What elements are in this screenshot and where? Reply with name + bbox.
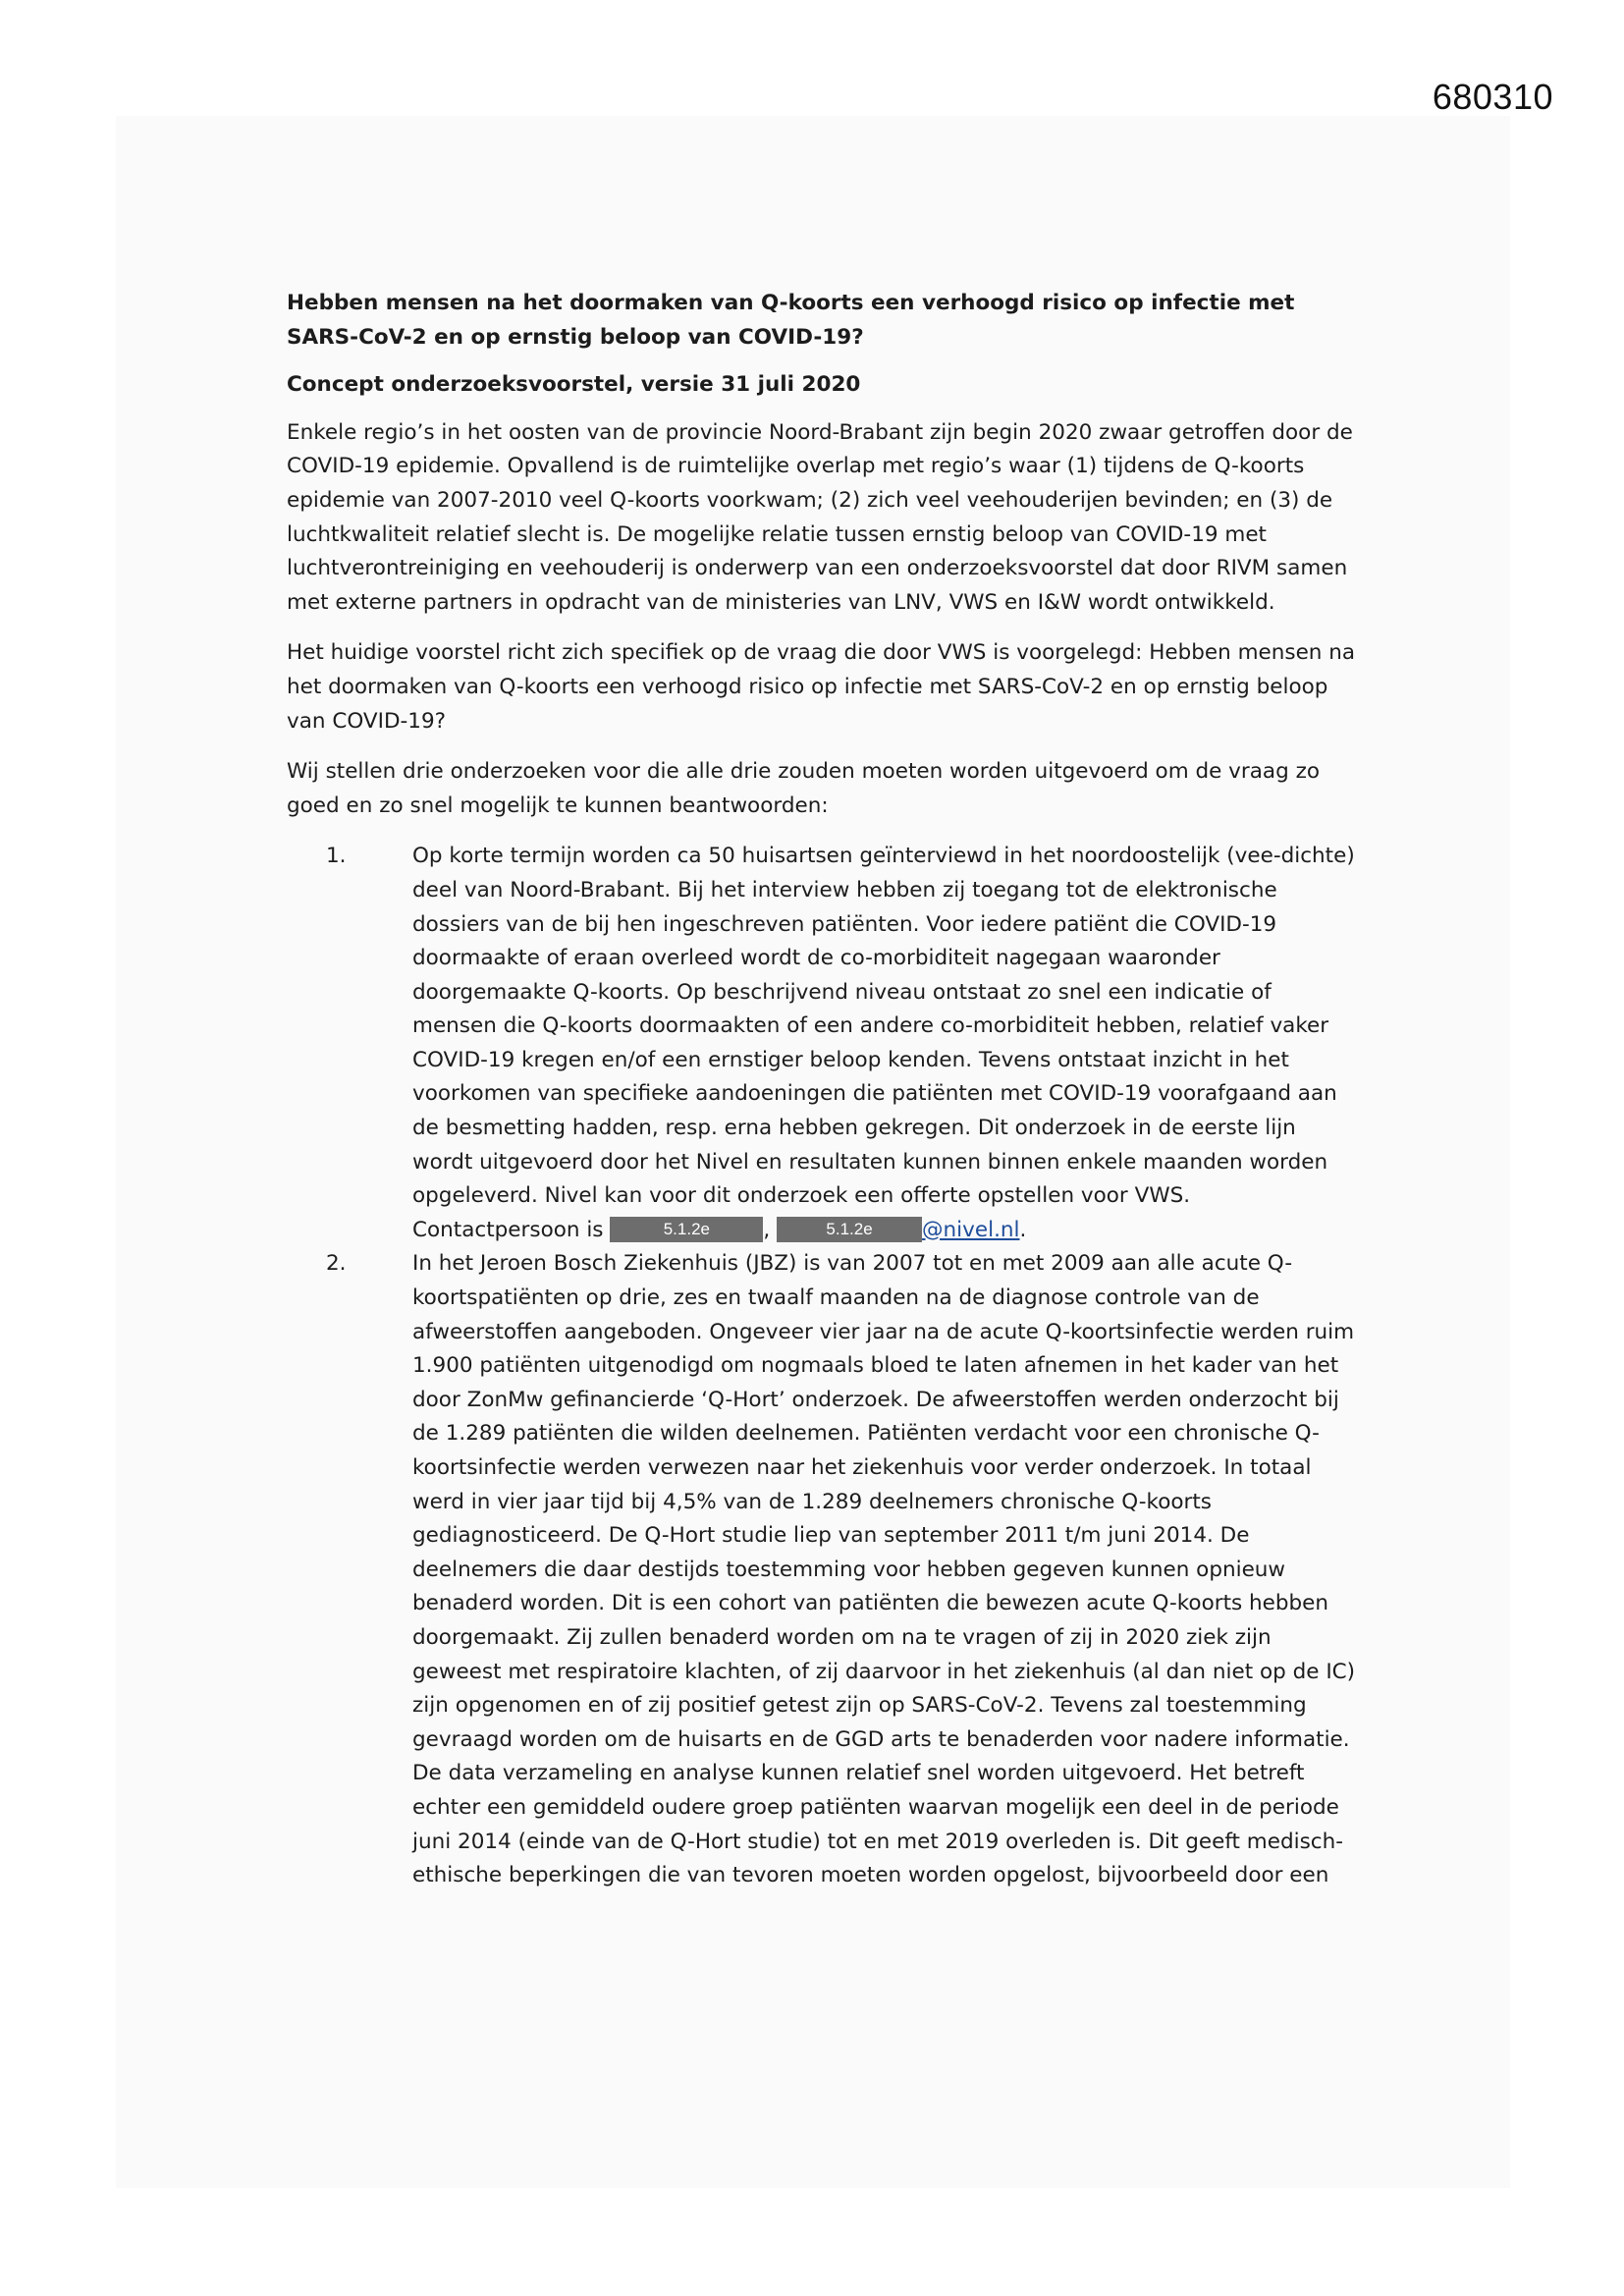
document-body [287,287,1357,1893]
contact-separator: , [763,1217,771,1242]
document-title: Hebben mensen na het doormaken van Q-koorts een verhoogd risico op infectie met SARS-CoV-2 en op ernstig beloop van COVID-19? [287,291,1295,350]
list-item [287,1247,1357,1892]
paragraph-question: Het huidige voorstel richt zich specifiek op de vraag die door VWS is voorgelegd: Hebben mensen na het doormaken van Q-koorts een verhoogd risico op infectie met SARS-CoV-2 en op ernstig beloop van COVID-19? [287,640,1356,734]
list-item [287,840,1357,1247]
list-item-body [412,840,1357,1247]
list-number: 2. [326,1251,347,1277]
list-item-text: In het Jeroen Bosch Ziekenhuis (JBZ) is van 2007 tot en met 2009 aan alle acute Q-koortspatiënten op drie, zes en twaalf maanden na de diagnose controle van de afweerstoffen aangeboden. Ongeveer vier jaar na de acute Q-koortsinfectie werden ruim 1.900 patiënten uitgenodigd om nogmaals bloed te laten afnemen in het kader van het door ZonMw gefinancierde ‘Q-Hort’ onderzoek. De afweerstoffen werden onderzocht bij de 1.289 patiënten die wilden deelnemen. Patiënten verdacht voor een chronische Q-koortsinfectie werden verwezen naar het ziekenhuis voor verder onderzoek. In totaal werd in vier jaar tijd bij 4,5% van de 1.289 deelnemers chronische Q-koorts gediagnosticeerd. De Q-Hort studie liep van september 2011 t/m juni 2014. De deelnemers die daar destijds toestemming voor hebben gegeven kunnen opnieuw benaderd worden. Dit is een cohort van patiënten die bewezen acute Q-koorts hebben doorgemaakt. Zij zullen benaderd worden om na te vragen of zij in 2020 ziek zijn geweest met respiratoire klachten, of zij daarvoor in het ziekenhuis (al dan niet op de IC) zijn opgenomen en of zij positief getest zijn op SARS-CoV-2. Tevens zal toestemming gevraagd worden om de huisarts en de GGD arts te benaderden voor nadere informatie. De data verzameling en analyse kunnen relatief snel worden uitgevoerd. Het betreft echter een gemiddeld oudere groep patiënten waarvan mogelijk een deel in de periode juni 2014 (einde van de Q-Hort studie) tot en met 2019 overleden is. Dit geeft medisch-ethische beperkingen die van tevoren moeten worden opgelost, bijvoorbeeld door een [412,1251,1356,1888]
document-subtitle: Concept onderzoeksvoorstel, versie 31 juli 2020 [287,372,861,398]
redaction-box: 5.1.2e [777,1217,922,1242]
list-item-text: Op korte termijn worden ca 50 huisartsen geïnterviewd in het noordoostelijk (vee-dichte) deel van Noord-Brabant. Bij het interview hebben zij toegang tot de elektronische dossiers van de bij hen ingeschreven patiënten. Voor iedere patiënt die COVID-19 doormaakte of eraan overleed wordt de co-morbiditeit nagegaan waaronder doorgemaakte Q-koorts. Op beschrijvend niveau ontstaat zo snel een indicatie of mensen die Q-koorts doormaakten of een andere co-morbiditeit hebben, relatief vaker COVID-19 kregen en/of een ernstiger beloop kenden. Tevens ontstaat inzicht in het voorkomen van specifieke aandoeningen die patiënten met COVID-19 voorafgaand aan de besmetting hadden, resp. erna hebben gekregen. Dit onderzoek in de eerste lijn wordt uitgevoerd door het Nivel en resultaten kunnen binnen enkele maanden worden opgeleverd. Nivel kan voor dit onderzoek een offerte opstellen voor VWS. [412,844,1355,1209]
study-list [287,840,1357,1892]
contact-end: . [1019,1217,1027,1242]
redaction-box: 5.1.2e [610,1217,763,1242]
contact-label: Contactpersoon is [412,1217,604,1242]
list-number: 1. [326,844,347,869]
paragraph-intro: Enkele regio’s in het oosten van de provincie Noord-Brabant zijn begin 2020 zwaar getroffen door de COVID-19 epidemie. Opvallend is de ruimtelijke overlap met regio’s waar (1) tijdens de Q-koorts epidemie van 2007-2010 veel Q-koorts voorkwam; (2) zich veel veehouderijen bevinden; en (3) de luchtkwaliteit relatief slecht is. De mogelijke relatie tussen ernstig beloop van COVID-19 met luchtverontreiniging en veehouderij is onderwerp van een onderzoeksvoorstel dat door RIVM samen met externe partners in opdracht van de ministeries van LNV, VWS en I&W wordt ontwikkeld. [287,419,1353,615]
document-number: 680310 [1432,77,1553,117]
paragraph-proposal: Wij stellen drie onderzoeken voor die alle drie zouden moeten worden uitgevoerd om de vraag zo goed en zo snel mogelijk te kunnen beantwoorden: [287,759,1321,818]
email-link[interactable]: @nivel.nl [922,1217,1020,1242]
list-item-body [412,1247,1357,1892]
